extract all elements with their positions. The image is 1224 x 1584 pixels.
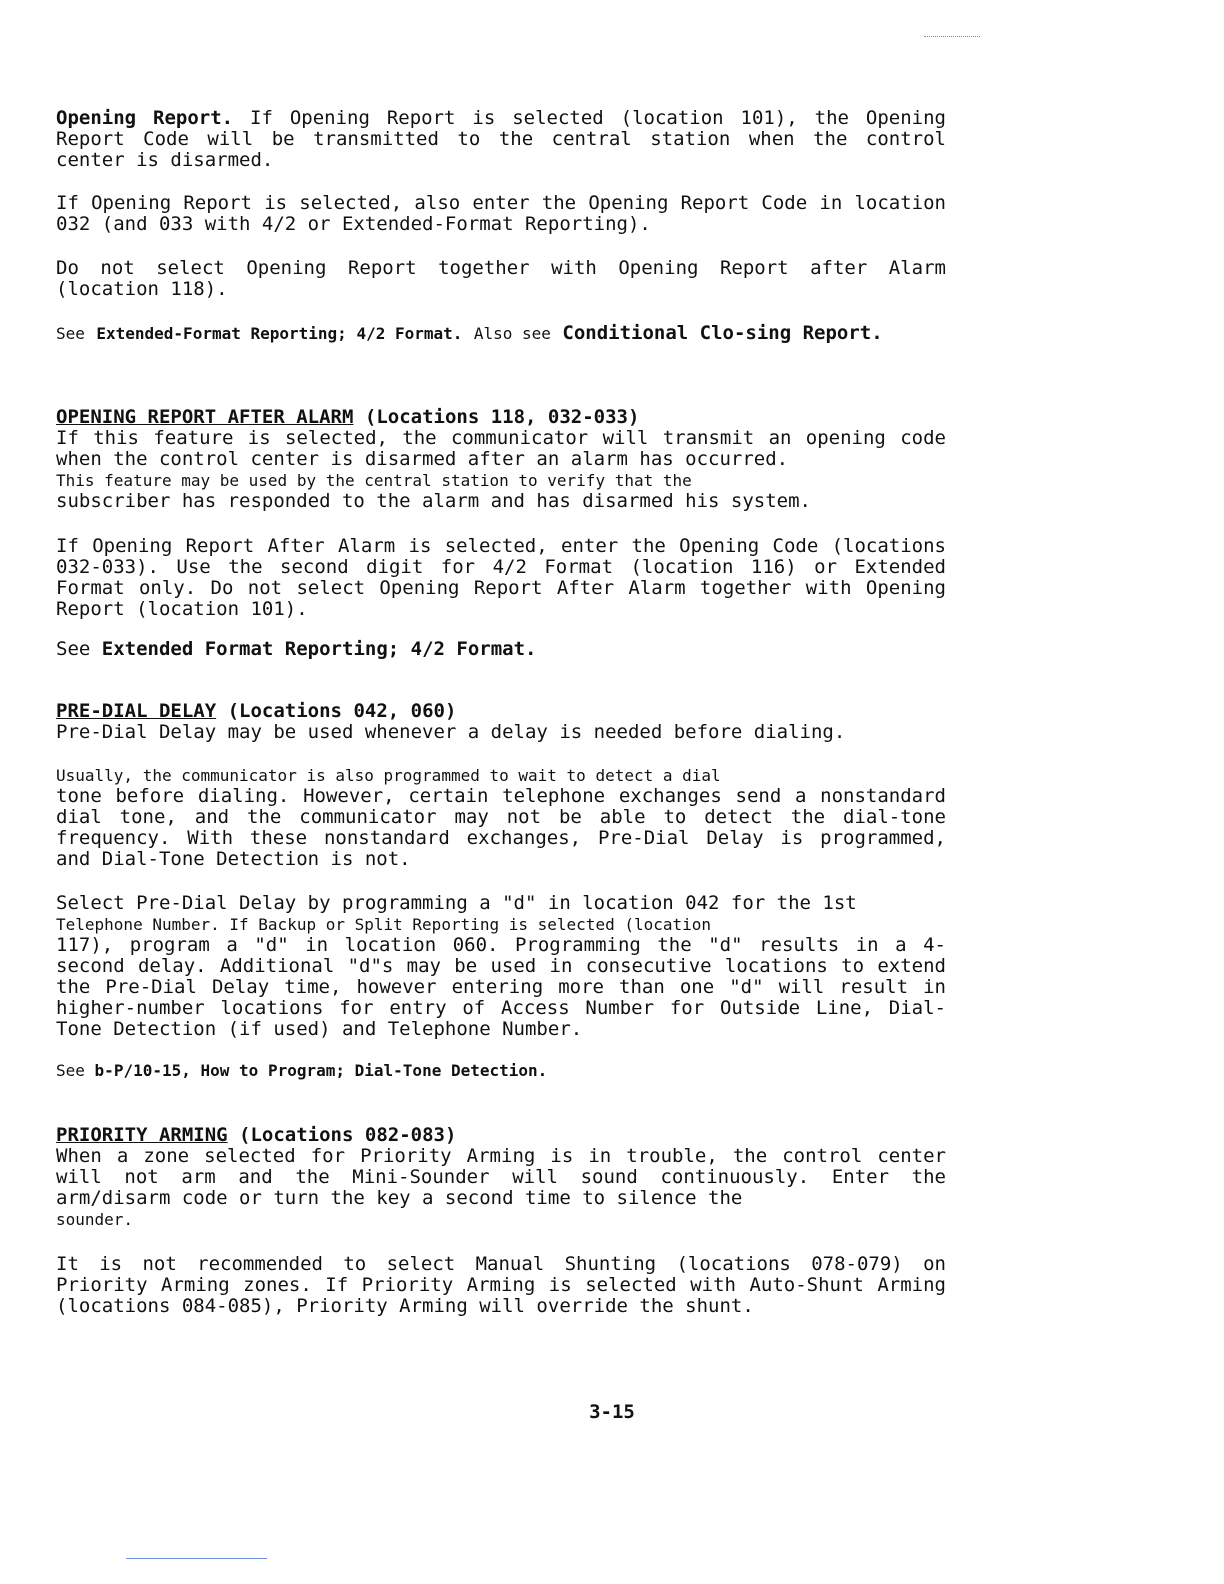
after-alarm-see-block [56, 639, 946, 660]
section-locations: (Locations 042, 060) [227, 700, 457, 722]
see-also-prefix: Also see [473, 324, 551, 343]
pre-dial-paragraph-2a: Usually, the communicator is also programmed to wait to detect a dial [56, 766, 721, 785]
see-reference-1: Extended-Format Reporting; 4/2 Format. [96, 324, 463, 343]
section-title: OPENING REPORT AFTER ALARM [56, 406, 354, 428]
pre-dial-paragraph-1: Pre-Dial Delay may be used whenever a delay is needed before dialing. [56, 721, 846, 743]
section-heading [56, 701, 946, 722]
priority-arming-paragraph-2-block [56, 1254, 946, 1317]
opening-report-after-alarm-section [56, 407, 946, 512]
priority-arming-paragraph-2: It is not recommended to select Manual Shunting (locations 078-079) on Priority Arming zones. If Priority Arming is selected with Auto-Shunt Arming (locations 084-085), Priority Arming will override the shunt. [56, 1253, 946, 1317]
after-alarm-paragraph-2: If Opening Report After Alarm is selected, enter the Opening Code (locations 032-033). Use the second digit for 4/2 Format (location 116) or Extended Format only. Do not select Opening Report After Alarm together with Opening Report (location 101). [56, 535, 946, 620]
see-prefix: See [56, 1061, 85, 1080]
pre-dial-paragraph-3-block [56, 893, 946, 1040]
after-alarm-see-also [56, 639, 946, 660]
see-prefix: See [56, 638, 91, 660]
section-heading [56, 1125, 946, 1146]
opening-report-lead: Opening Report. [56, 107, 234, 129]
pre-dial-see-block [56, 1060, 946, 1081]
priority-arming-paragraph-1b: sounder. [56, 1210, 134, 1229]
opening-report-see-block [56, 323, 946, 344]
pre-dial-paragraph-2-block [56, 765, 946, 870]
opening-report-section [56, 108, 946, 171]
see-reference-2: Conditional Clo-sing Report. [562, 322, 883, 344]
section-locations: (Locations 118, 032-033) [364, 406, 640, 428]
opening-report-paragraph-3: Do not select Opening Report together with Opening Report after Alarm (location 118). [56, 257, 946, 300]
pre-dial-paragraph-2b: tone before dialing. However, certain telephone exchanges send a nonstandard dial tone, and the communicator may not be able to detect the dial-tone frequency. With these nonstandard exchanges, Pre-Dial Delay is programmed, and Dial-Tone Detection is not. [56, 785, 946, 870]
pre-dial-paragraph-3c: 117), program a "d" in location 060. Programming the "d" results in a 4-second delay. Additional "d"s may be used in consecutive locations to extend the Pre-Dial Delay time, however entering more than one "d" will result in higher-number locations for entry of Access Number for Outside Line, Dial-Tone Detection (if used) and Telephone Number. [56, 934, 946, 1040]
pre-dial-delay-section [56, 701, 946, 743]
section-title: PRE-DIAL DELAY [56, 700, 217, 722]
bottom-rule [126, 1558, 267, 1559]
after-alarm-paragraph-2-block [56, 536, 946, 620]
opening-report-see-also [56, 323, 946, 344]
opening-report-paragraph-2: If Opening Report is selected, also enter the Opening Report Code in location 032 (and 033 with 4/2 or Extended-Format Reporting). [56, 192, 946, 235]
pre-dial-see-also [56, 1060, 946, 1081]
see-reference: b-P/10-15, How to Program; Dial-Tone Detection. [94, 1061, 548, 1080]
section-heading [56, 407, 946, 428]
after-alarm-paragraph-1a: If this feature is selected, the communicator will transmit an opening code when the control center is disarmed after an alarm has occurred. [56, 427, 946, 470]
pre-dial-paragraph-3a: Select Pre-Dial Delay by programming a "d" in location 042 for the 1st [56, 892, 857, 914]
see-prefix: See [56, 324, 85, 343]
see-reference: Extended Format Reporting; 4/2 Format. [101, 638, 537, 660]
opening-report-paragraph-3-block [56, 258, 946, 300]
opening-report-paragraph-2-block [56, 193, 946, 235]
opening-report-paragraph-1 [56, 108, 946, 171]
page-number: 3-15 [589, 1401, 635, 1423]
priority-arming-section [56, 1125, 946, 1230]
section-title: PRIORITY ARMING [56, 1124, 228, 1146]
after-alarm-paragraph-1b: This feature may be used by the central station to verify that the [56, 471, 692, 490]
section-locations: (Locations 082-083) [239, 1124, 457, 1146]
pre-dial-paragraph-3b: Telephone Number. If Backup or Split Reporting is selected (location [56, 915, 712, 934]
priority-arming-paragraph-1a: When a zone selected for Priority Arming is in trouble, the control center will not arm and the Mini-Sounder will sound continuously. Enter the arm/disarm code or turn the key a second time to silence the [56, 1145, 946, 1209]
after-alarm-paragraph-1c: subscriber has responded to the alarm and has disarmed his system. [56, 490, 811, 512]
scan-mark [924, 36, 980, 37]
opening-report-text: If Opening Report is selected (location 101), the Opening Report Code will be transmitted to the central station when the control center is disarmed. [56, 107, 946, 171]
